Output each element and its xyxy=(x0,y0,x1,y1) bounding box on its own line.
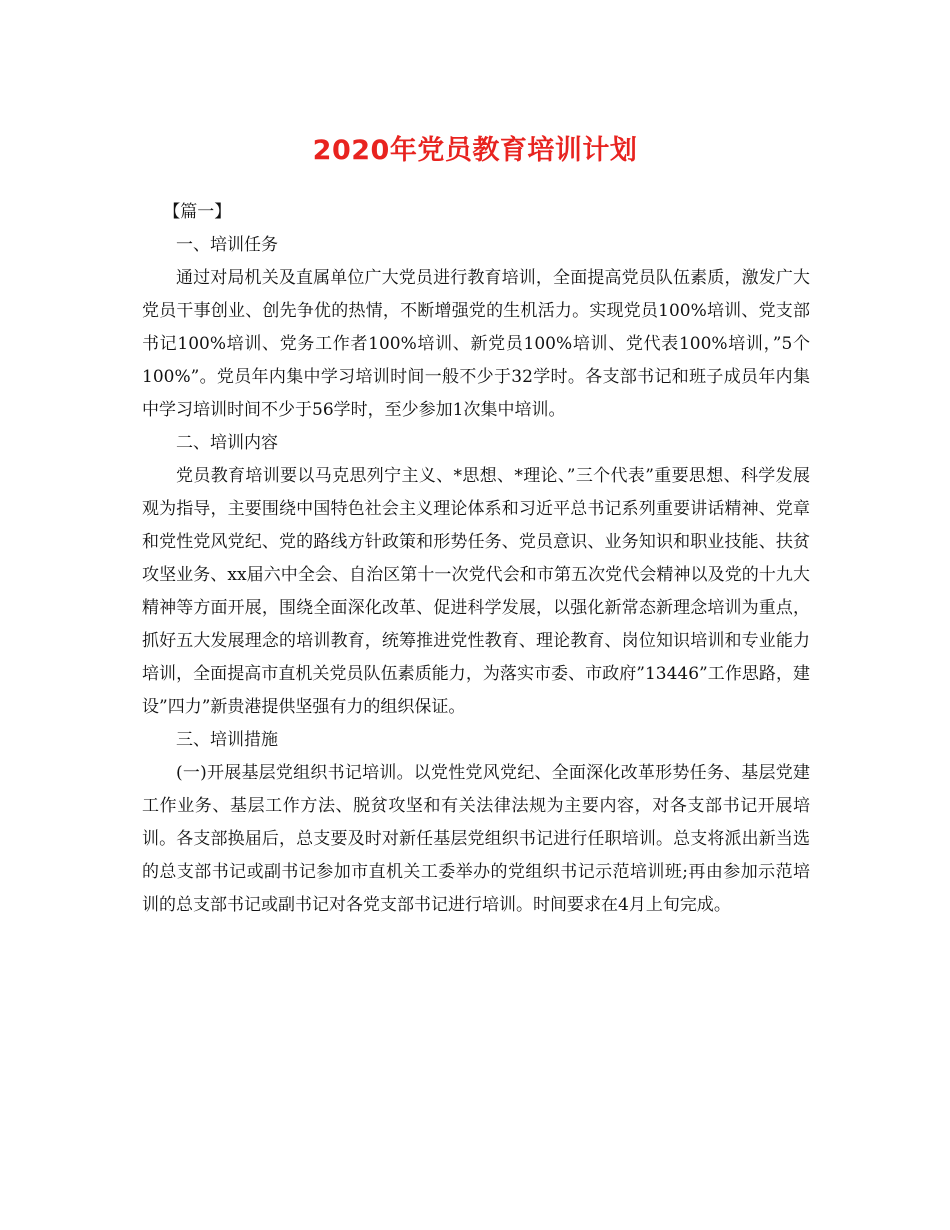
paragraph-training-content: 党员教育培训要以马克思列宁主义、*思想、*理论、”三个代表”重要思想、科学发展观为指导，主要围绕中国特色社会主义理论体系和习近平总书记系列重要讲话精神、党章和党性党风党纪、党的路线方针政策和形势任务、党员意识、业务知识和职业技能、扶贫攻坚业务、xx届六中全会、自治区第十一次党代会和市第五次党代会精神以及党的十九大精神等方面开展，围绕全面深化改革、促进科学发展，以强化新常态新理念培训为重点，抓好五大发展理念的培训教育，统筹推进党性教育、理论教育、岗位知识培训和专业能力培训，全面提高市直机关党员队伍素质能力，为落实市委、市政府”13446”工作思路，建设”四力”新贵港提供坚强有力的组织保证。 xyxy=(142,466,810,717)
heading-training-tasks: 一、培训任务 xyxy=(176,235,278,255)
heading-training-content: 二、培训内容 xyxy=(176,433,278,453)
heading-training-measures: 三、培训措施 xyxy=(176,730,278,750)
section-tag: 【篇一】 xyxy=(163,202,232,222)
paragraph-training-measures: (一)开展基层党组织书记培训。以党性党风党纪、全面深化改革形势任务、基层党建工作业务、基层工作方法、脱贫攻坚和有关法律法规为主要内容，对各支部书记开展培训。各支部换届后，总支要及时对新任基层党组织书记进行任职培训。总支将派出新当选的总支部书记或副书记参加市直机关工委举办的党组织书记示范培训班;再由参加示范培训的总支部书记或副书记对各党支部书记进行培训。时间要求在4月上旬完成。 xyxy=(142,763,810,915)
document-title: 2020年党员教育培训计划 xyxy=(312,135,638,166)
document-body xyxy=(142,196,810,922)
paragraph-training-tasks: 通过对局机关及直属单位广大党员进行教育培训，全面提高党员队伍素质，激发广大党员干事创业、创先争优的热情，不断增强党的生机活力。实现党员100%培训、党支部书记100%培训、党务工作者100%培训、新党员100%培训、党代表100%培训，”5个100%”。党员年内集中学习培训时间一般不少于32学时。各支部书记和班子成员年内集中学习培训时间不少于56学时，至少参加1次集中培训。 xyxy=(142,268,810,420)
